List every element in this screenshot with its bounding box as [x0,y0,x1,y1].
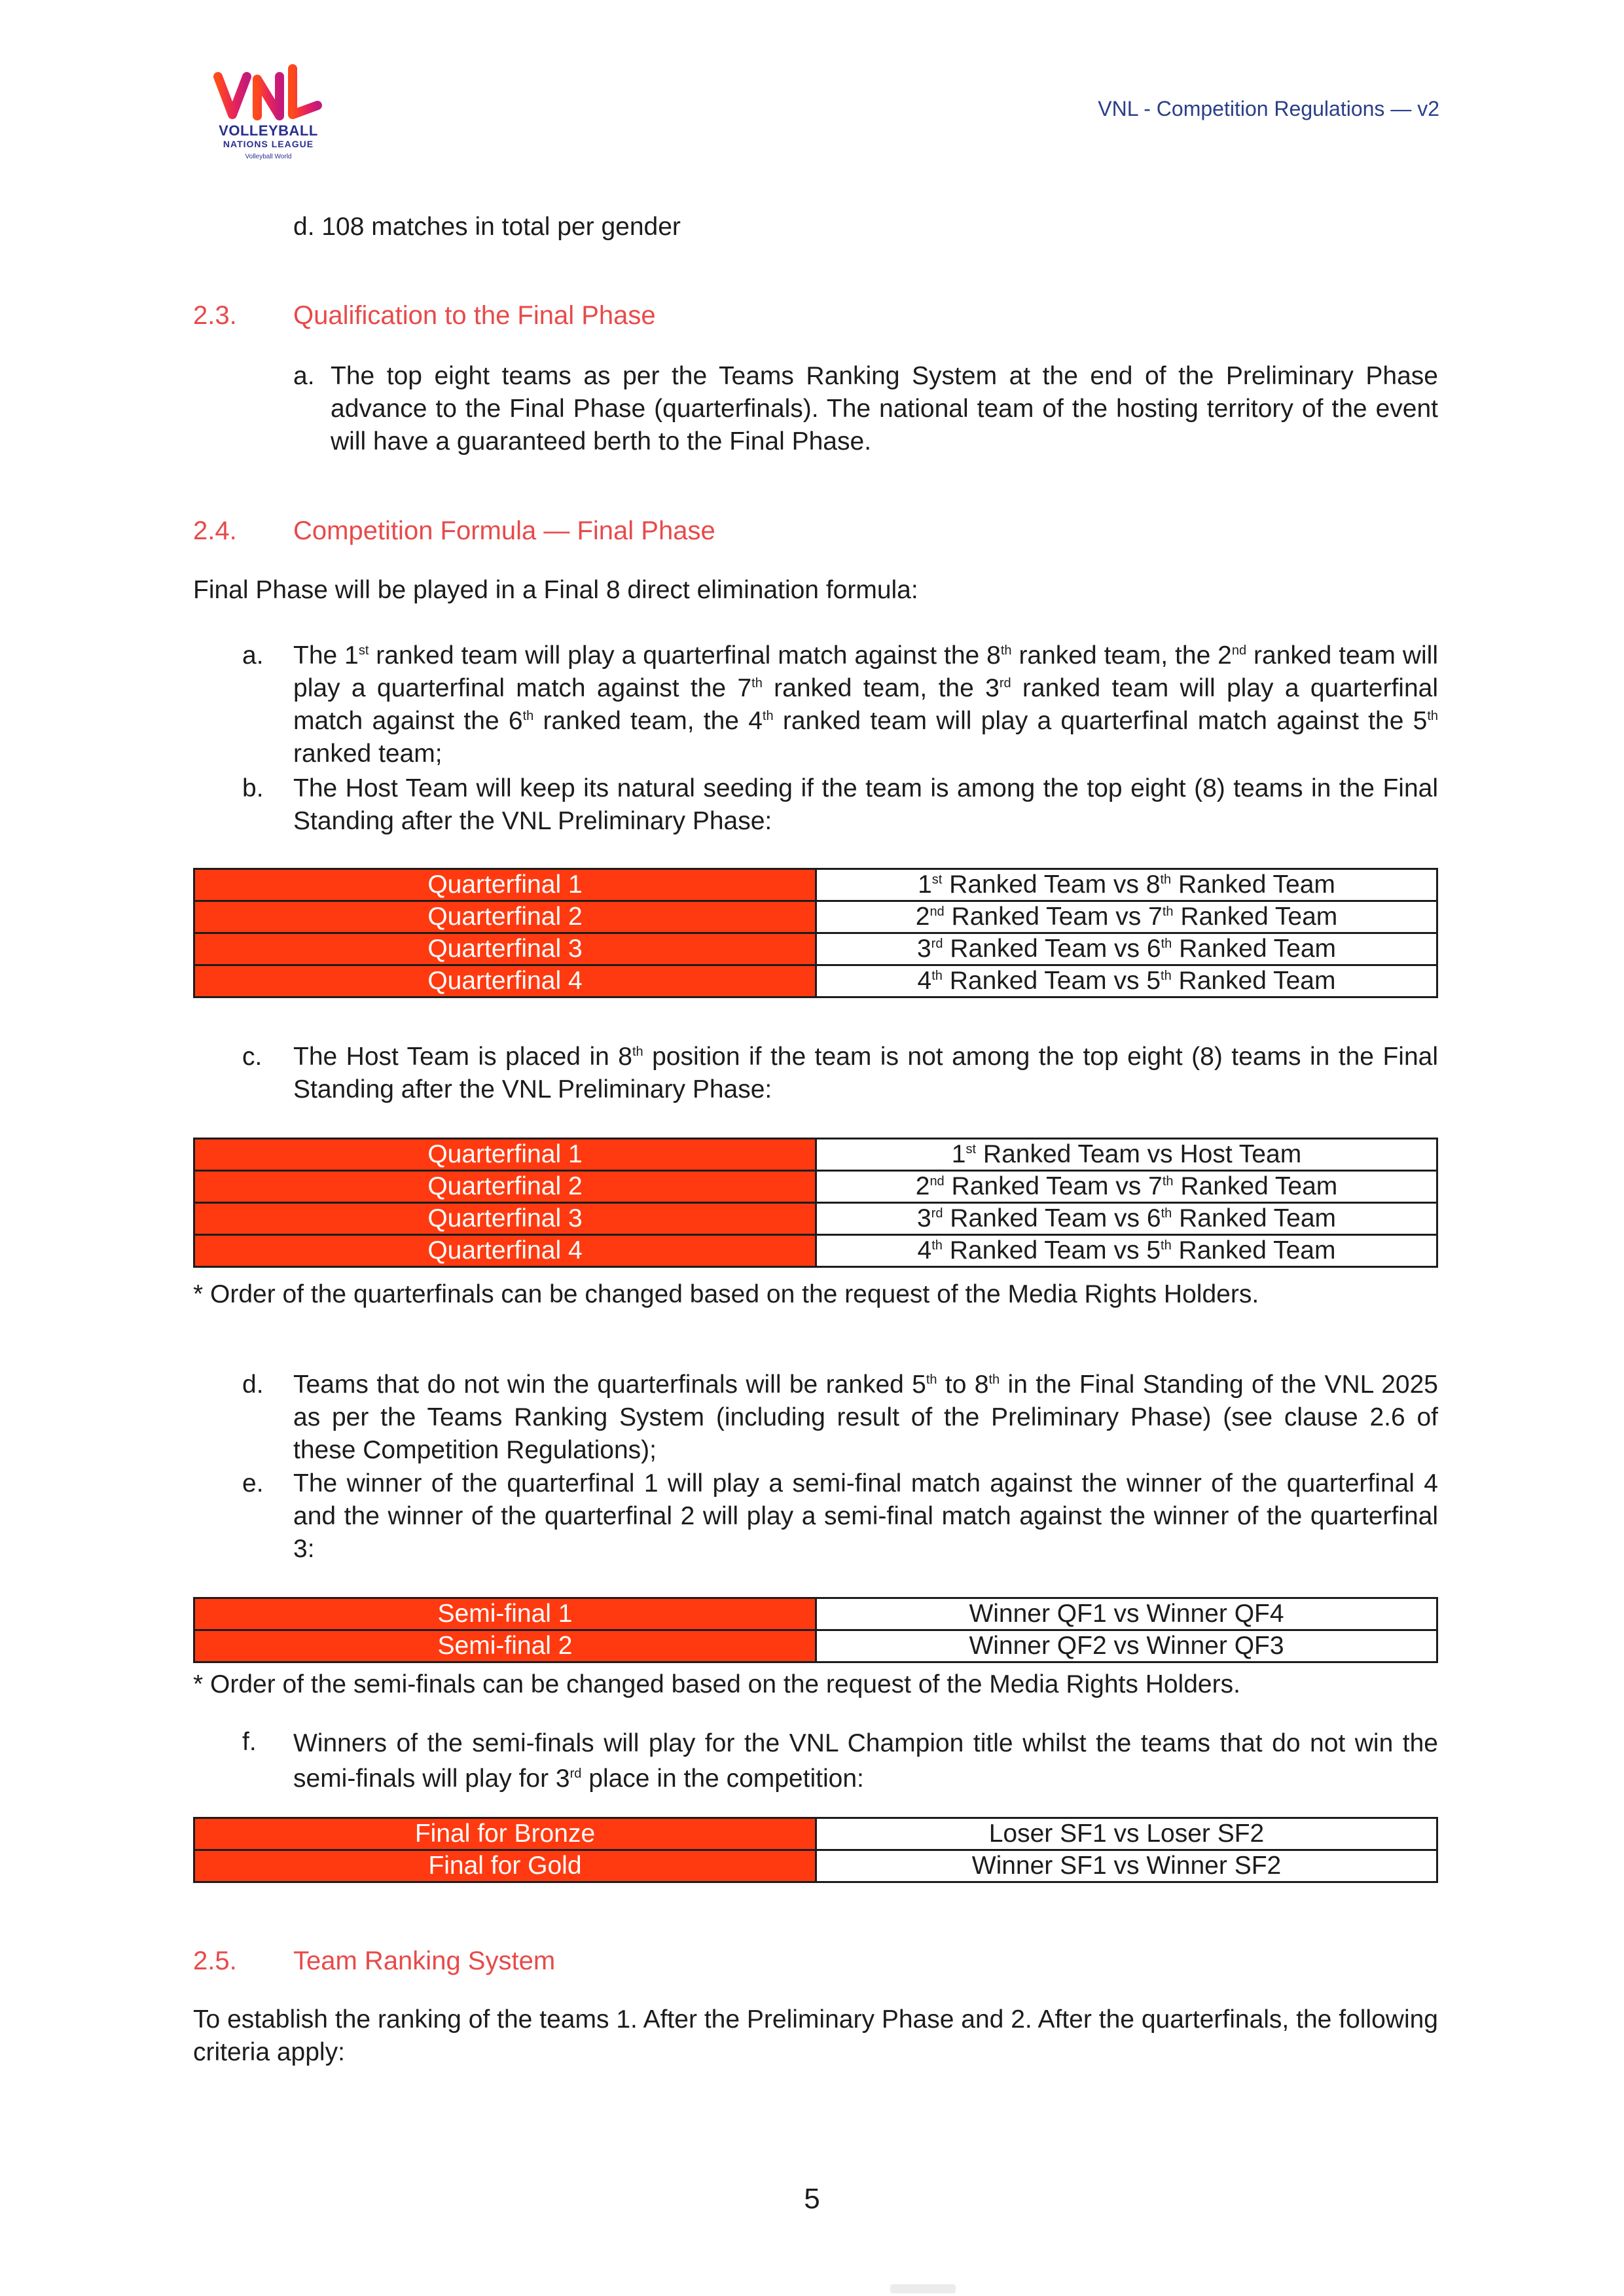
semifinals-table [193,1597,1438,1663]
table-cell-value: Loser SF1 vs Loser SF2 [816,1818,1437,1850]
quarterfinals-table-natural-seeding [193,868,1438,998]
section-number-2-5: 2.5. [193,1946,237,1975]
quarterfinals-table-host-8th [193,1138,1438,1268]
scan-artifact [890,2284,956,2293]
table-cell-label: Final for Gold [194,1850,816,1882]
list-item-host-8th-position: The Host Team is placed in 8th position if the team is not among the top eight (8) teams in the Final Standing after the VNL Preliminary Phase: [293,1043,1438,1103]
table-cell-label: Quarterfinal 2 [194,1171,816,1203]
table-cell-value: 1st Ranked Team vs Host Team [816,1139,1437,1171]
section-number-2-4: 2.4. [193,516,237,545]
list-marker-f: f. [242,1728,257,1756]
table-cell-value: 3rd Ranked Team vs 6th Ranked Team [816,933,1437,965]
list-item-host-natural-seeding: The Host Team will keep its natural seeding if the team is among the top eight (8) teams in the Final Standing after the VNL Preliminary Phase: [293,774,1438,835]
finals-table [193,1817,1438,1883]
list-item-qualification: The top eight teams as per the Teams Ranking System at the end of the Preliminary Phase advance to the Final Phase (quarterfinals). The national team of the hosting territory of the event will have a guaranteed berth to the Final Phase. [331,362,1438,456]
section-number-2-3: 2.3. [193,301,237,330]
table-cell-label: Quarterfinal 4 [194,965,816,997]
table-row [194,1818,1437,1850]
table-cell-label: Quarterfinal 1 [194,869,816,901]
list-item-top: d. 108 matches in total per gender [293,213,681,241]
list-item-seeding: The 1st ranked team will play a quarterfinal match against the 8th ranked team, the 2nd ranked team will play a quarterfinal match against the 7th ranked team, the 3rd ranked team will play a quarterfinal match against the 6th ranked team, the 4th ranked team will play a quarterfinal match against the 5th ranked team; [293,641,1438,768]
table-cell-value: 2nd Ranked Team vs 7th Ranked Team [816,1171,1437,1203]
table-row [194,1630,1437,1662]
table-cell-value: 3rd Ranked Team vs 6th Ranked Team [816,1203,1437,1235]
table-row [194,901,1437,933]
paragraph-intro: Final Phase will be played in a Final 8 direct elimination formula: [193,576,918,604]
table-row [194,869,1437,901]
note-quarterfinals-order: * Order of the quarterfinals can be changed based on the request of the Media Rights Holders. [193,1280,1259,1308]
table-cell-value: 1st Ranked Team vs 8th Ranked Team [816,869,1437,901]
section-title-2-4: Competition Formula — Final Phase [293,516,715,545]
table-cell-label: Quarterfinal 3 [194,1203,816,1235]
table-cell-value: 4th Ranked Team vs 5th Ranked Team [816,1235,1437,1267]
table-cell-label: Quarterfinal 2 [194,901,816,933]
document-title: VNL - Competition Regulations — v2 [1098,97,1439,120]
vnl-logo-mark [213,62,324,122]
table-row [194,1235,1437,1267]
list-item-semifinal-pairing: The winner of the quarterfinal 1 will play a semi-final match against the winner of the quarterfinal 4 and the winner of the quarterfinal 2 will play a semi-final match against the winner of the quarterfinal 3: [293,1469,1438,1563]
list-marker-a: a. [242,641,264,670]
vnl-logo [213,62,324,160]
list-item-quarterfinal-losers: Teams that do not win the quarterfinals will be ranked 5th to 8th in the Final Standing of the VNL 2025 as per the Teams Ranking System (including result of the Preliminary Phase) (see clause 2.6 of these Competition Regulations); [293,1371,1438,1464]
section-title-2-3: Qualification to the Final Phase [293,301,656,330]
table-row [194,965,1437,997]
table-row [194,1850,1437,1882]
table-row [194,1171,1437,1203]
table-row [194,1203,1437,1235]
list-marker-b: b. [242,774,264,802]
page-number: 5 [804,2183,820,2215]
logo-text-line1: VOLLEYBALL [219,122,318,139]
table-cell-label: Semi-final 1 [194,1598,816,1630]
table-cell-label: Quarterfinal 1 [194,1139,816,1171]
table-row [194,933,1437,965]
table-row [194,1139,1437,1171]
list-marker-a: a. [293,362,315,390]
table-cell-label: Quarterfinal 3 [194,933,816,965]
list-marker-c: c. [242,1043,262,1071]
table-cell-label: Final for Bronze [194,1818,816,1850]
list-marker-d: d. [242,1371,264,1399]
table-cell-label: Quarterfinal 4 [194,1235,816,1267]
table-cell-value: Winner QF1 vs Winner QF4 [816,1598,1437,1630]
table-cell-label: Semi-final 2 [194,1630,816,1662]
section-title-2-5: Team Ranking System [293,1946,556,1975]
table-cell-value: 4th Ranked Team vs 5th Ranked Team [816,965,1437,997]
table-cell-value: Winner QF2 vs Winner QF3 [816,1630,1437,1662]
note-semifinals-order: * Order of the semi-finals can be changed based on the request of the Media Rights Holders. [193,1670,1240,1698]
list-item-finals: Winners of the semi-finals will play for the VNL Champion title whilst the teams that do not win the semi-finals will play for 3rd place in the competition: [293,1729,1438,1793]
logo-text-line2: NATIONS LEAGUE [223,139,314,149]
list-marker-e: e. [242,1469,264,1498]
table-row [194,1598,1437,1630]
table-cell-value: 2nd Ranked Team vs 7th Ranked Team [816,901,1437,933]
table-cell-value: Winner SF1 vs Winner SF2 [816,1850,1437,1882]
logo-text-line3: Volleyball World [245,153,292,160]
paragraph-ranking-criteria: To establish the ranking of the teams 1. After the Preliminary Phase and 2. After the quarterfinals, the following criteria apply: [193,2005,1438,2066]
